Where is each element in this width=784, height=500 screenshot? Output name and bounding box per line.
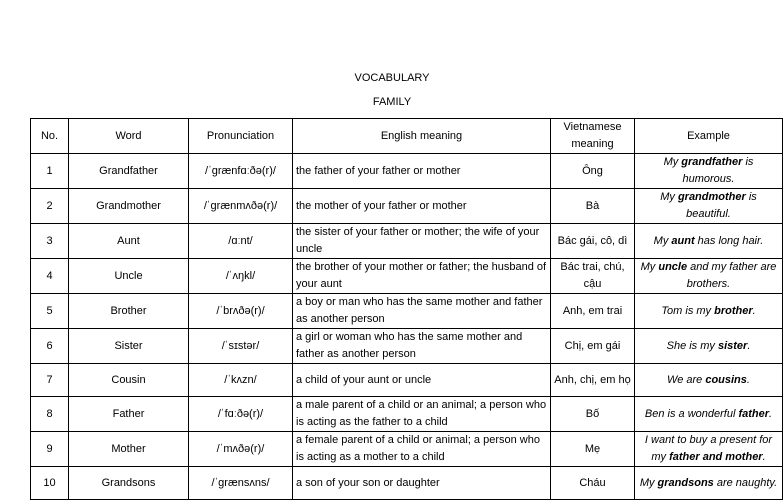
example-text: Ben is a wonderful xyxy=(644,407,739,420)
table-row xyxy=(31,259,783,294)
example-keyword: aunt xyxy=(671,234,695,247)
cell-example xyxy=(635,329,783,364)
cell-vietnamese-meaning: Bố xyxy=(551,397,635,432)
cell-no: 3 xyxy=(31,224,69,259)
example-keyword: grandmother xyxy=(677,191,746,203)
example-text: are naughty. xyxy=(713,476,778,489)
cell-example xyxy=(635,364,783,397)
cell-example xyxy=(635,189,783,224)
example-text: Tom is my xyxy=(661,304,715,317)
cell-pronunciation: /ˈɡrænfɑːðə(r)/ xyxy=(189,154,293,189)
cell-english-meaning: a male parent of a child or an animal; a person who is acting as the father to a child xyxy=(293,397,551,432)
header-vietnamese-meaning: Vietnamese meaning xyxy=(551,119,635,154)
cell-no: 9 xyxy=(31,432,69,467)
cell-word: Mother xyxy=(69,432,189,467)
example-text: She is my xyxy=(666,339,718,352)
cell-vietnamese-meaning: Ông xyxy=(551,154,635,189)
document-title: VOCABULARY xyxy=(354,72,430,84)
example-keyword: grandsons xyxy=(657,476,714,489)
example-text: . xyxy=(746,373,750,386)
document-subtitle: FAMILY xyxy=(372,96,412,108)
cell-no: 5 xyxy=(31,294,69,329)
cell-pronunciation: /ˈmʌðə(r)/ xyxy=(189,432,293,467)
cell-english-meaning: a girl or woman who has the same mother and father as another person xyxy=(293,329,551,364)
header-word: Word xyxy=(69,119,189,154)
cell-no: 10 xyxy=(31,467,69,500)
table-row xyxy=(31,467,783,500)
example-text: My xyxy=(639,476,658,489)
cell-no: 2 xyxy=(31,189,69,224)
cell-word: Grandsons xyxy=(69,467,189,500)
cell-word: Sister xyxy=(69,329,189,364)
example-text: . xyxy=(747,339,751,352)
cell-no: 7 xyxy=(31,364,69,397)
example-text: We are xyxy=(667,373,706,386)
cell-english-meaning: a son of your son or daughter xyxy=(293,467,551,500)
example-text: My xyxy=(663,156,682,168)
cell-vietnamese-meaning: Bác trai, chú, cậu xyxy=(551,259,635,294)
cell-vietnamese-meaning: Bác gái, cô, dì xyxy=(551,224,635,259)
example-keyword: sister xyxy=(717,339,748,352)
example-keyword: father xyxy=(738,407,770,420)
cell-pronunciation: /ˈkʌzn/ xyxy=(189,364,293,397)
cell-english-meaning: the father of your father or mother xyxy=(293,154,551,189)
cell-pronunciation: /ˈɡrænmʌðə(r)/ xyxy=(189,189,293,224)
header-no: No. xyxy=(31,119,69,154)
example-keyword: uncle xyxy=(658,261,688,273)
cell-pronunciation: /ˈsɪstər/ xyxy=(189,329,293,364)
vocabulary-table xyxy=(30,118,783,500)
cell-english-meaning: a boy or man who has the same mother and father as another person xyxy=(293,294,551,329)
header-english-meaning: English meaning xyxy=(293,119,551,154)
cell-word: Aunt xyxy=(69,224,189,259)
header-pronunciation: Pronunciation xyxy=(189,119,293,154)
example-text: . xyxy=(762,451,766,463)
example-text: has long hair. xyxy=(694,234,764,247)
cell-english-meaning: a child of your aunt or uncle xyxy=(293,364,551,397)
example-text: My xyxy=(660,191,678,203)
header-example: Example xyxy=(635,119,783,154)
cell-no: 6 xyxy=(31,329,69,364)
example-keyword: father and mother xyxy=(669,451,763,463)
cell-vietnamese-meaning: Bà xyxy=(551,189,635,224)
cell-pronunciation: /ˈʌŋkl/ xyxy=(189,259,293,294)
table-header-row xyxy=(31,119,783,154)
cell-vietnamese-meaning: Cháu xyxy=(551,467,635,500)
table-row xyxy=(31,397,783,432)
table-row xyxy=(31,294,783,329)
cell-word: Cousin xyxy=(69,364,189,397)
cell-word: Father xyxy=(69,397,189,432)
cell-example xyxy=(635,224,783,259)
table-row xyxy=(31,329,783,364)
cell-example xyxy=(635,467,783,500)
cell-pronunciation: /ɑːnt/ xyxy=(189,224,293,259)
cell-pronunciation: /ˈfɑːðə(r)/ xyxy=(189,397,293,432)
cell-vietnamese-meaning: Mẹ xyxy=(551,432,635,467)
example-keyword: cousins xyxy=(705,373,747,386)
cell-example xyxy=(635,259,783,294)
cell-vietnamese-meaning: Anh, em trai xyxy=(551,294,635,329)
example-text: is beautiful. xyxy=(686,191,757,220)
table-row xyxy=(31,154,783,189)
example-text: My xyxy=(653,234,672,247)
cell-word: Brother xyxy=(69,294,189,329)
cell-english-meaning: the mother of your father or mother xyxy=(293,189,551,224)
table-row xyxy=(31,432,783,467)
cell-pronunciation: /ˈɡrænsʌns/ xyxy=(189,467,293,500)
cell-no: 4 xyxy=(31,259,69,294)
example-keyword: brother xyxy=(714,304,753,317)
cell-example xyxy=(635,432,783,467)
cell-word: Uncle xyxy=(69,259,189,294)
cell-example xyxy=(635,154,783,189)
table-row xyxy=(31,364,783,397)
cell-english-meaning: a female parent of a child or animal; a person who is acting as a mother to a child xyxy=(293,432,551,467)
cell-word: Grandmother xyxy=(69,189,189,224)
table-row xyxy=(31,189,783,224)
example-text: . xyxy=(752,304,756,317)
cell-vietnamese-meaning: Chị, em gái xyxy=(551,329,635,364)
cell-vietnamese-meaning: Anh, chị, em họ xyxy=(551,364,635,397)
example-text: My xyxy=(640,261,659,273)
cell-english-meaning: the brother of your mother or father; the husband of your aunt xyxy=(293,259,551,294)
cell-example xyxy=(635,397,783,432)
cell-word: Grandfather xyxy=(69,154,189,189)
example-text: and my father are brothers. xyxy=(686,261,777,290)
cell-pronunciation: /ˈbrʌðə(r)/ xyxy=(189,294,293,329)
example-text: is humorous. xyxy=(682,156,754,185)
cell-no: 1 xyxy=(31,154,69,189)
cell-no: 8 xyxy=(31,397,69,432)
cell-example xyxy=(635,294,783,329)
example-keyword: grandfather xyxy=(681,156,743,168)
table-row xyxy=(31,224,783,259)
example-text: . xyxy=(769,407,773,420)
cell-english-meaning: the sister of your father or mother; the wife of your uncle xyxy=(293,224,551,259)
example-text: I want to buy a present for my xyxy=(644,434,773,463)
